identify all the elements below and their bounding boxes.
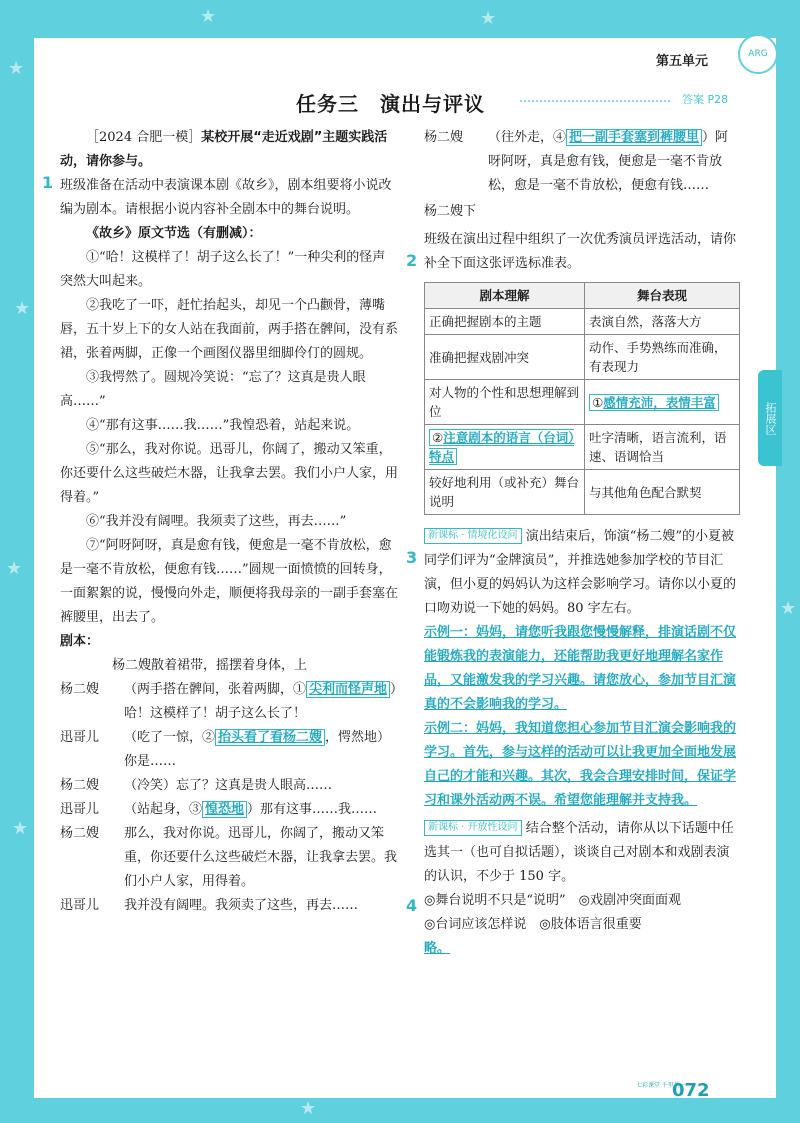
table-cell: 准确把握戏剧冲突 (425, 335, 585, 380)
script-label: 剧本： (60, 634, 100, 649)
line-text: （冷笑）忘了？这真是贵人眼高…… (124, 778, 333, 793)
criteria-table (424, 282, 740, 515)
q3-text (424, 525, 740, 621)
script-line (60, 822, 398, 894)
answer-text: 抬头看了看杨二嫂 (215, 729, 325, 746)
page-title: 任务三 演出与评议 (296, 92, 485, 116)
excerpt-paragraph: ③我愕然了。圆规冷笑说：“忘了？这真是贵人眼高……” (60, 370, 366, 409)
stage-direction: 杨二嫂下 (424, 204, 477, 219)
table-cell: 与其他角色配合默契 (585, 470, 740, 515)
line-text: （站起身，③ (124, 802, 203, 817)
q3-body: 演出结束后，饰演“杨二嫂”的小夏被同学们评为“金牌演员”，并推选她参加学校的节目汇演，但小夏的妈妈认为这样会影响学习。请你以小夏的口吻劝说一下她的妈妈。80 字左右。 (424, 529, 737, 616)
table-cell: 较好地利用（或补充）舞台说明 (425, 470, 585, 515)
q4-answer: 略。 (424, 941, 451, 956)
answer-text: 注意剧本的语言（台词）特点 (429, 430, 575, 464)
table-cell: 正确把握剧本的主题 (425, 309, 585, 335)
speaker-name: 杨二嫂 (60, 778, 100, 793)
star-decoration: ★ (480, 8, 497, 29)
line-text: ）阿呀阿呀，真是愈有钱，便愈是一毫不肯放松，愈是一毫不肯放松，便愈有钱…… (488, 130, 729, 193)
table-row (425, 470, 740, 515)
excerpt-paragraph: ⑦“阿呀阿呀，真是愈有钱，便愈是一毫不肯放松，愈是一毫不肯放松，便愈有钱……”圆规一面愤愤的回转身，一面絮絮的说，慢慢向外走，顺便将我母亲的一副手套塞在裤腰里，出去了。 (60, 538, 399, 625)
answer-example-2: 示例二：妈妈，我知道您担心参加节目汇演会影响我的学习。首先，参与这样的活动可以让我更加全面地发展自己的才能和兴趣。其次，我会合理安排时间，保证学习和课外活动两不误。希望您能理解并支持我。 (424, 721, 737, 808)
question-tag: 新课标 · 开放性设问 (424, 820, 522, 836)
table-cell: 动作、手势熟练而准确，有表现力 (585, 335, 740, 380)
table-cell: 表演自然，落落大方 (585, 309, 740, 335)
table-header-row (425, 283, 740, 309)
line-text: ，愕然地）你是…… (124, 730, 391, 769)
excerpt-paragraph: ②我吃了一吓，赶忙抬起头，却见一个凸颧骨，薄嘴唇，五十岁上下的女人站在我面前，两手搭在髀间，没有系裙，张着两脚，正像一个画图仪器里细脚伶仃的圆规。 (60, 298, 399, 361)
topic-item: ◎舞台说明不只是“说明” (424, 893, 566, 908)
topic-item: ◎台词应该怎样说 (424, 917, 527, 932)
line-text: 那么，我对你说。迅哥儿，你阔了，搬动又笨重，你还要什么这些破烂木器，让我拿去罢。我们小户人家，用得着。 (124, 826, 398, 889)
speaker-name: 杨二嫂 (60, 682, 100, 697)
speaker-name: 杨二嫂 (60, 826, 100, 841)
table-cell (585, 380, 740, 425)
script-line (60, 798, 398, 822)
table-row (425, 335, 740, 380)
question-tag: 新课标 · 情境化设问 (424, 528, 522, 544)
script-line (60, 726, 398, 774)
excerpt-paragraph: ④“那有这事……我……”我惶恐着，站起来说。 (86, 418, 360, 433)
side-tab-extension[interactable]: 拓展区 (758, 370, 782, 466)
unit-label: 第五单元 (656, 54, 709, 69)
excerpt-paragraph: ①“哈！这模样了！胡子这么长了！”一种尖利的怪声突然大叫起来。 (60, 250, 386, 289)
line-text: （吃了一惊，② (124, 730, 216, 745)
excerpt-title: 《故乡》原文节选（有删减）： (86, 226, 262, 241)
speaker-name: 杨二嫂 (424, 130, 464, 145)
star-decoration: ★ (200, 6, 217, 27)
stage-direction: 杨二嫂散着裙带，摇摆着身体，上 (112, 658, 308, 673)
table-header: 剧本理解 (425, 283, 585, 309)
star-decoration: ★ (6, 558, 23, 579)
question-number: 1 (42, 173, 54, 192)
topic-list (424, 889, 740, 913)
answer-text: 尖利而怪声地 (306, 681, 390, 698)
answer-example-1: 示例一：妈妈，请您听我跟您慢慢解释，排演话剧不仅能锻炼我的表演能力，还能帮助我更好地理解名家作品，又能激发我的学习兴趣。请您放心，参加节目汇演真的不会影响我的学习。 (424, 625, 737, 712)
topic-item: ◎戏剧冲突面面观 (578, 893, 681, 908)
q4-body: 结合整个活动，请你从以下话题中任选其一（也可自拟话题），谈谈自己对剧本和戏剧表演的认识，不少于 150 字。 (424, 821, 734, 884)
script-line (60, 774, 398, 798)
intro-text: 某校开展“走近戏剧”主题实践活动，请你参与。 (60, 130, 388, 169)
star-decoration: ★ (12, 818, 29, 839)
title-divider (520, 100, 670, 102)
table-row (425, 380, 740, 425)
answer-reference: 答案 P28 (682, 93, 729, 106)
excerpt-paragraph: ⑥“我并没有阔哩。我须卖了这些，再去……” (86, 514, 347, 529)
q4-text (424, 817, 740, 889)
page-number: 072 (672, 1080, 710, 1101)
topic-list (424, 913, 740, 937)
intro-paragraph (60, 126, 398, 174)
speaker-name: 迅哥儿 (60, 898, 100, 913)
answer-prefix: ② (432, 430, 444, 445)
star-decoration: ★ (300, 1098, 317, 1119)
question-number: 3 (406, 548, 418, 567)
table-row (425, 309, 740, 335)
table-row (425, 425, 740, 470)
q2-text: 班级在演出过程中组织了一次优秀演员评选活动，请你补全下面这张评选标准表。 (424, 232, 737, 271)
intro-source: ［2024 合肥一模］ (86, 130, 202, 145)
star-decoration: ★ (780, 598, 797, 619)
table-cell: 吐字清晰，语言流利，语速、语调恰当 (585, 425, 740, 470)
script-line (60, 678, 398, 726)
line-text: 我并没有阔哩。我须卖了这些，再去…… (124, 898, 359, 913)
table-cell (425, 425, 585, 470)
footer-brand: 七彩课堂 千里挑一 (636, 1082, 686, 1089)
star-decoration: ★ (14, 298, 31, 319)
script-line (60, 894, 398, 918)
line-text: （往外走，④ (488, 130, 567, 145)
speaker-name: 迅哥儿 (60, 802, 100, 817)
question-number: 2 (406, 251, 418, 270)
speaker-name: 迅哥儿 (60, 730, 100, 745)
answer-text: 惶恐地 (202, 801, 247, 818)
q1-text: 班级准备在活动中表演课本剧《故乡》，剧本组要将小说改编为剧本。请根据小说内容补全剧本中的舞台说明。 (60, 178, 392, 217)
line-text: （两手搭在髀间，张着两脚，① (124, 682, 307, 697)
answer-text: 把一副手套塞到裤腰里 (566, 129, 702, 146)
line-text: ）哈！这模样了！胡子这么长了！ (124, 682, 397, 721)
question-number: 4 (406, 896, 418, 915)
left-column (60, 126, 398, 918)
table-cell: 对人物的个性和思想理解到位 (425, 380, 585, 425)
answer-text: 感情充沛，表情丰富 (603, 394, 716, 410)
answer-prefix: ① (592, 394, 604, 410)
star-decoration: ★ (8, 58, 25, 79)
line-text: ）那有这事……我…… (247, 802, 378, 817)
script-line (424, 126, 740, 198)
excerpt-paragraph: ⑤“那么，我对你说。迅哥儿，你阔了，搬动又笨重，你还要什么这些破烂木器，让我拿去罢。我们小户人家，用得着。” (60, 442, 399, 505)
right-column (424, 126, 740, 961)
topic-item: ◎肢体语言很重要 (539, 917, 642, 932)
mascot-icon: ARG (738, 34, 778, 74)
table-header: 舞台表现 (585, 283, 740, 309)
